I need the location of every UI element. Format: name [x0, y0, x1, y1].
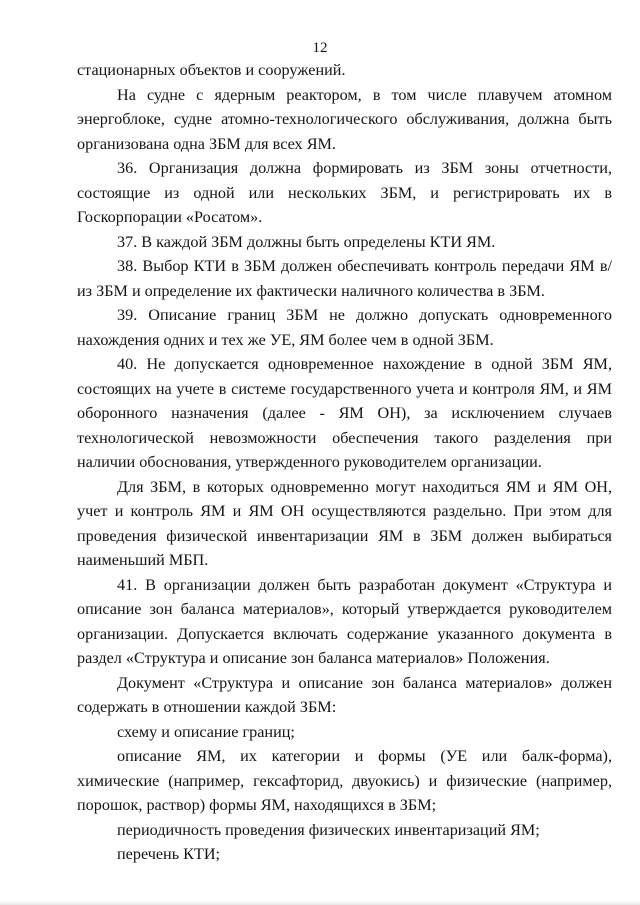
document-body	[77, 58, 612, 867]
paragraph-continuation: стационарных объектов и сооружений.	[77, 61, 346, 79]
paragraph-clause-37: 37. В каждой ЗБМ должны быть определены КТИ ЯМ.	[117, 232, 496, 251]
paragraph-ship-reactor: На судне с ядерным реактором, в том числе плавучем атомном энергоблоке, судне атомно-технологического обслуживания, должна быть организована одна ЗБМ для всех ЯМ.	[77, 85, 612, 153]
list-item-kti-list: перечень КТИ;	[117, 845, 221, 863]
list-item-materials-description: описание ЯМ, их категории и формы (УЕ или балк-форма), химические (например, гексафторид, двуокись) и физические (например, порошок, раствор) формы ЯМ, находящихся в ЗБМ;	[77, 747, 612, 814]
paragraph-clause-40: 40. Не допускается одновременное нахождение в одной ЗБМ ЯМ, состоящих на учете в системе государственного учета и контроля ЯМ, и ЯМ оборонного назначения (далее - ЯМ ОН), за исключением случаев технологической невозможности обеспечения такого разделения при наличии обоснования, утвержденного руководителем организации.	[77, 355, 612, 471]
paragraph-clause-39: 39. Описание границ ЗБМ не должно допускать одновременного нахождения одних и тех же УЕ, ЯМ более чем в одной ЗБМ.	[77, 306, 612, 349]
list-item-inventory-frequency: периодичность проведения физических инвентаризаций ЯМ;	[117, 820, 540, 839]
list-item-scheme: схему и описание границ;	[117, 722, 295, 741]
paragraph-clause-41: 41. В организации должен быть разработан документ «Структура и описание зон баланса материалов», который утверждается руководителем организации. Допускается включать содержание указанного документа в раздел «Структура и описание зон баланса материалов» Положения.	[77, 575, 612, 667]
page-number: 12	[312, 40, 328, 56]
scan-bottom-edge	[0, 901, 640, 905]
paragraph-document-contents-intro: Документ «Структура и описание зон баланса материалов» должен содержать в отношении каждой ЗБМ:	[77, 673, 612, 716]
paragraph-clause-40-continued: Для ЗБМ, в которых одновременно могут находиться ЯМ и ЯМ ОН, учет и контроль ЯМ и ЯМ ОН осуществляются раздельно. При этом для проведения физической инвентаризации ЯМ в ЗБМ должен выбираться наименьший МБП.	[77, 477, 612, 569]
paragraph-clause-36: 36. Организация должна формировать из ЗБМ зоны отчетности, состоящие из одной или нескольких ЗБМ, и регистрировать их в Госкорпорации «Росатом».	[77, 159, 612, 226]
paragraph-clause-38: 38. Выбор КТИ в ЗБМ должен обеспечивать контроль передачи ЯМ в/из ЗБМ и определение их фактически наличного количества в ЗБМ.	[77, 257, 612, 300]
